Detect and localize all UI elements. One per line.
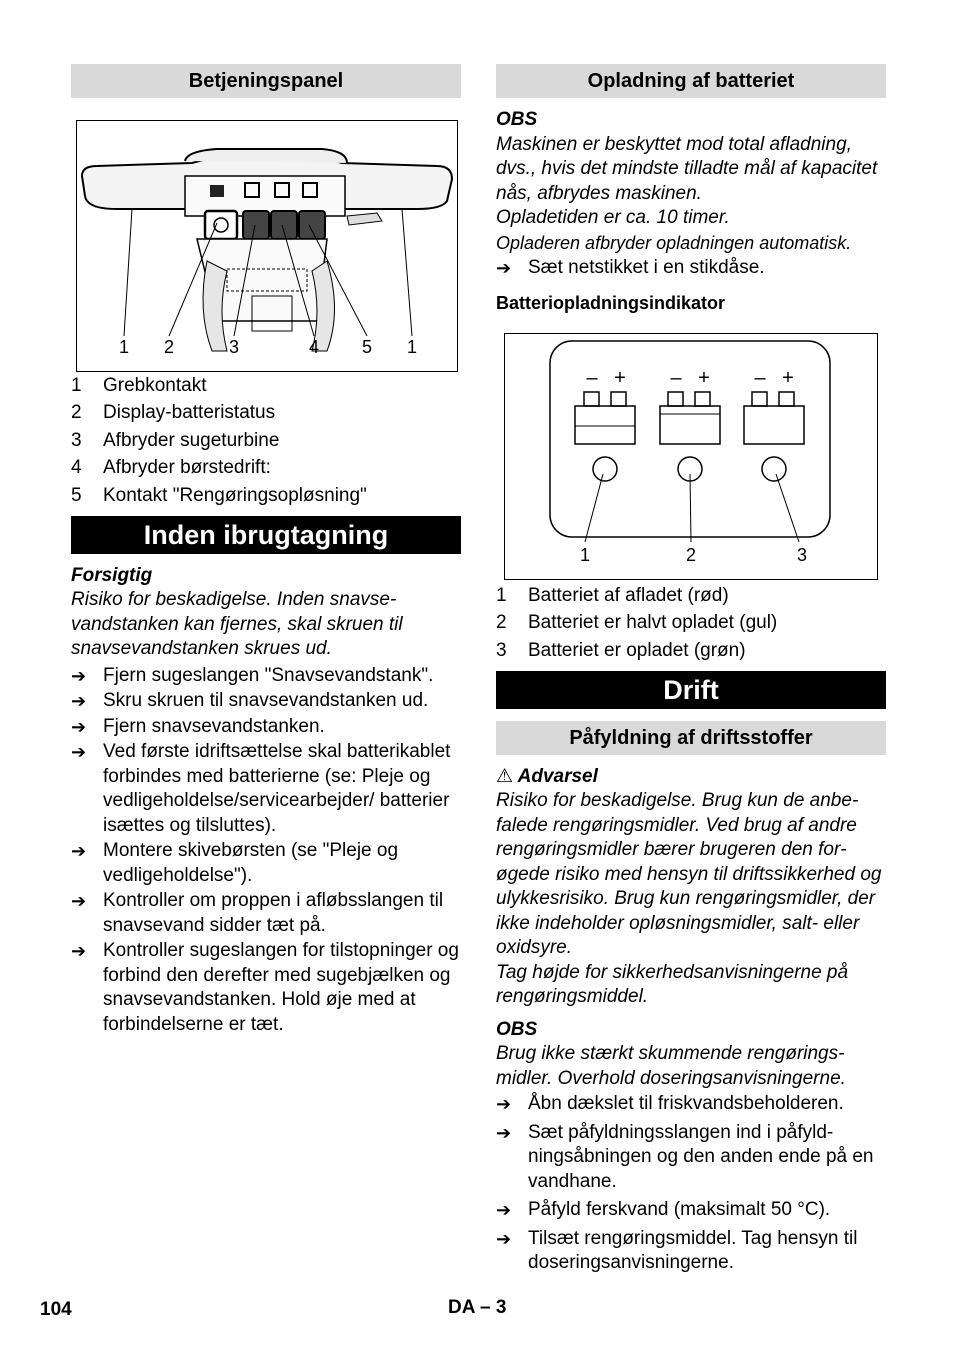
list-item: ➔ Tilsæt rengøringsmiddel. Tag hensyn til doseringsanvisningerne. (496, 1227, 886, 1276)
list-item: ➔ Fjern sugeslangen "Snavsevandstank". (71, 664, 461, 689)
legend-item: 5 Kontakt "Rengøringsopløsning" (71, 484, 367, 506)
arrow-right-icon: ➔ (496, 1094, 512, 1114)
battery-indicator-legend (496, 582, 886, 665)
charging-heading: Opladning af batteriet (496, 64, 886, 98)
arrow-right-icon: ➔ (496, 1122, 512, 1143)
svg-text:+: + (698, 367, 710, 389)
callout-label: 3 (796, 545, 808, 565)
control-panel-drawing (77, 121, 457, 371)
callout-label: 1 (579, 545, 591, 565)
battery-indicator-figure (504, 333, 878, 580)
callout-label: 4 (308, 337, 320, 357)
svg-text:+: + (782, 367, 794, 389)
arrow-right-icon: ➔ (496, 1200, 512, 1220)
indicator-heading: Batteriopladningsindikator (496, 292, 726, 313)
list-item: ➔ Montere skivebørsten (se "Pleje og vedligeholdelse"). (71, 839, 461, 888)
section-heading-before-use: Inden ibrugtagning (71, 516, 461, 554)
arrow-right-icon: ➔ (71, 716, 87, 737)
indicator-lamp (593, 457, 617, 481)
arrow-right-icon: ➔ (71, 742, 87, 762)
svg-text:+: + (614, 367, 626, 389)
obs-text: Opladetiden er ca. 10 timer. (496, 207, 730, 228)
obs-label: OBS (496, 109, 538, 130)
legend-item: 2 Display-batteristatus (71, 402, 276, 423)
callout-label: 2 (685, 545, 697, 565)
before-use-steps (71, 664, 461, 1038)
callout-label: 2 (163, 337, 175, 357)
language-page-marker: DA – 3 (448, 1297, 507, 1318)
svg-text:–: – (754, 367, 766, 389)
right-column (496, 64, 886, 1276)
svg-text:–: – (670, 367, 682, 389)
callout-label: 3 (228, 337, 240, 357)
control-panel-legend (71, 372, 461, 510)
battery-indicator-drawing (505, 334, 877, 579)
warning-label-row (496, 765, 886, 790)
arrow-right-icon: ➔ (496, 258, 512, 278)
obs-text: Maskinen er beskyttet mod total afladning, dvs., hvis det mindste tilladte mål af kapacitet nås, afbrydes maskinen. (496, 133, 878, 204)
filling-heading: Påfyldning af driftsstoffer (496, 721, 886, 755)
list-item: ➔ Sæt netstikket i en stikdåse. (496, 256, 886, 281)
legend-item: 3 Batteriet er opladet (grøn) (496, 639, 746, 661)
list-item: ➔ Fjern snavsevandstanken. (71, 715, 461, 740)
list-item: ➔ Sæt påfyldningsslangen ind i påfyldningsåbningen og den anden ende på en vandhane. (496, 1121, 886, 1195)
obs-label: OBS (496, 1018, 538, 1040)
arrow-right-icon: ➔ (71, 691, 87, 711)
list-item: ➔ Kontroller sugeslangen for tilstopninger og forbind den derefter med sugebjælken og snavsevandstanken. Hold øje med at forbindelserne er tæt. (71, 939, 461, 1037)
arrow-right-icon: ➔ (496, 1228, 512, 1249)
warning-text: Risiko for beskadigelse. Brug kun de anbefalede rengøringsmidler. Ved brug af andre rengøringsmidler bærer brugeren den forøgede risiko med hensyn til driftssikkerhed og ulykkesrisiko. Brug kun rengøringsmidler, der ikke indeholder opløsningsmidler, salt- eller oxidsyre. (496, 790, 882, 958)
legend-item: 2 Batteriet er halvt opladet (gul) (496, 612, 778, 633)
page-number: 104 (40, 1299, 72, 1320)
obs-text: Brug ikke stærkt skummende rengøringsmidler. Overhold doseringsanvisningerne. (496, 1043, 846, 1089)
obs-text: Opladeren afbryder opladningen automatisk. (496, 232, 852, 253)
control-panel-heading: Betjeningspanel (71, 64, 461, 98)
callout-label: 1 (118, 337, 130, 357)
svg-text:–: – (586, 367, 598, 389)
warning-text: Tag højde for sikkerhedsanvisningerne på rengøringsmiddel. (496, 961, 849, 1007)
arrow-right-icon: ➔ (71, 941, 87, 961)
arrow-right-icon: ➔ (71, 665, 87, 686)
caution-text: Risiko for beskadigelse. Inden snavsevandstanken kan fjernes, skal skruen til snavsevandstanken skrues ud. (71, 589, 403, 659)
list-item: ➔ Ved første idriftsættelse skal batterikablet forbindes med batterierne (se: Pleje og vedligeholdelse/servicearbejder/ batterier isættes og tilsluttes). (71, 740, 461, 838)
warning-label: Advarsel (517, 765, 598, 787)
callout-label: 1 (406, 337, 418, 357)
arrow-right-icon: ➔ (71, 841, 87, 861)
legend-item: 1 Batteriet af afladet (rød) (496, 584, 729, 606)
list-item: ➔ Skru skruen til snavsevandstanken ud. (71, 689, 461, 714)
legend-item: 1 Grebkontakt (71, 374, 207, 396)
filling-steps (496, 1092, 886, 1276)
warning-icon: ⚠ (496, 765, 514, 787)
callout-label: 5 (361, 337, 373, 357)
list-item: ➔ Åbn dækslet til friskvandsbeholderen. (496, 1092, 886, 1117)
caution-label: Forsigtig (71, 564, 153, 586)
left-column (71, 64, 461, 1037)
legend-item: 4 Afbryder børstedrift: (71, 457, 271, 478)
control-panel-figure (76, 120, 458, 372)
list-item: ➔ Kontroller om proppen i afløbsslangen til snavsevand sidder tæt på. (71, 889, 461, 938)
list-item: ➔ Påfyld ferskvand (maksimalt 50 °C). (496, 1198, 886, 1223)
arrow-right-icon: ➔ (71, 891, 87, 911)
section-heading-operation: Drift (496, 671, 886, 709)
indicator-lamp (762, 457, 786, 481)
legend-item: 3 Afbryder sugeturbine (71, 429, 280, 451)
